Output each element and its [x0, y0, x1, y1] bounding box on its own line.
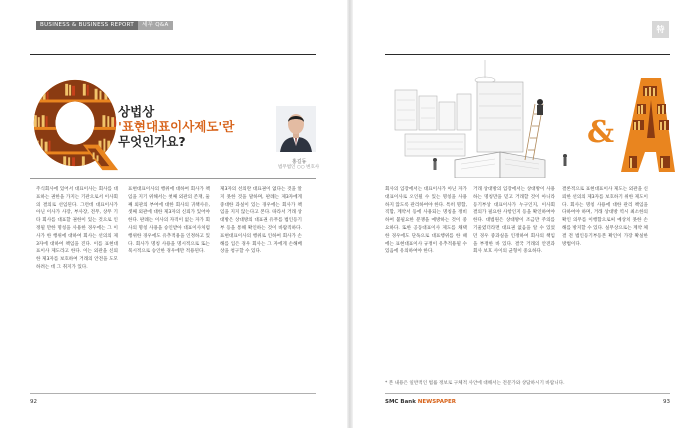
text-column-5 [473, 186, 555, 372]
corner-badge: 特 [652, 21, 669, 38]
title-line-3: 무엇인가요? [118, 134, 186, 149]
article-title [118, 104, 278, 149]
page-number-left: 92 [30, 399, 37, 405]
bottom-rule-left [30, 393, 316, 394]
footer-brand [385, 398, 456, 406]
footer-brand-prefix: SMC Bank [385, 399, 416, 405]
bookstore-illustration [375, 60, 675, 178]
column-3-text: 제3자의 선의란 대표권이 없다는 것을 알지 못한 것을 말하며, 판례는 제3자에게 중대한 과실이 있는 경우에는 회사가 책임을 지지 않는다고 본다. 따라서 거래 상대방은 상대방의 대표권 유무를 법인등기부 등을 통해 확인하는 것이 바람직하다. 표현대표이사의 행위로 인하여 회사가 손해를 입은 경우 회사는 그 자에게 손해배상을 청구할 수 있다. [220, 187, 302, 255]
author-role: 법무법인 ○○ 변호사 [278, 165, 320, 170]
author-photo [276, 106, 316, 152]
running-head [36, 21, 173, 30]
title-line-1: 상법상 [118, 104, 155, 119]
page-spine [347, 0, 353, 428]
section-label: BUSINESS & BUSINESS REPORT [36, 21, 138, 30]
footnote: * 본 내용은 일반적인 법률 정보로 구체적 사안에 대해서는 전문가와 상담하시기 바랍니다. [385, 381, 565, 386]
top-rule-left [30, 54, 316, 55]
mid-rule-left [30, 178, 316, 179]
illustration-svg [375, 60, 675, 178]
text-column-3 [220, 186, 302, 372]
text-column-4 [385, 186, 467, 372]
top-rule-right [385, 54, 670, 55]
column-6-text: 결론적으로 표현대표이사 제도는 외관을 신뢰한 선의의 제3자를 보호하기 위한 제도이다. 회사는 명칭 사용에 대한 관리 책임을 다하여야 하며, 거래 상대방 역시 최소한의 확인 의무를 이행함으로써 예상치 못한 손해를 방지할 수 있다. 실무상으로는 계약 체결 전 법인등기부등본 확인이 가장 확실한 방법이다. [562, 187, 648, 247]
title-line-2: '표현대표이사제도'란 [118, 119, 235, 134]
column-2-text: 표현대표이사의 행위에 대하여 회사가 책임을 지기 위해서는 첫째 외관의 존재, 둘째 외관의 부여에 대한 회사의 귀책사유, 셋째 외관에 대한 제3자의 신뢰가 있어야 한다. 판례는 이사의 자격이 없는 자가 회사의 명칭 사용을 승인받아 대표이사처럼 행위한 경우에도 유추적용을 인정하고 있다. 회사가 명칭 사용을 명시적으로 또는 묵시적으로 승인한 경우에만 적용된다. [128, 187, 210, 255]
footer-brand-accent: NEWSPAPER [417, 399, 456, 405]
text-column-2 [128, 186, 210, 372]
text-column-1 [36, 186, 118, 372]
bottom-rule-right [385, 393, 670, 394]
text-column-6 [562, 186, 648, 356]
column-1-text: 주식회사에 있어서 대표이사는 회사를 대표하는 권한을 가지는 기관으로서 이사회의 결의로 선임된다. 그런데 대표이사가 아닌 이사가 사장, 부사장, 전무, 상무 기타 회사를 대표할 권한이 있는 것으로 인정될 만한 명칭을 사용한 경우에는 그 이사가 한 행위에 대하여 회사는 선의의 제3자에 대하여 책임을 진다. 이를 표현대표이사 제도라고 한다. 이는 외관을 신뢰한 제3자를 보호하여 거래의 안전을 도모하려는 데 그 취지가 있다. [36, 187, 118, 270]
column-5-text: 거래 상대방의 입장에서는 상대방이 사용하는 명칭만을 믿고 거래할 것이 아니라 등기부상 대표이사가 누구인지, 이사회 결의가 필요한 사항인지 등을 확인하여야 한다. 대법원은 상대방이 조금만 주의를 기울였더라면 대표권 없음을 알 수 있었던 경우 중과실을 인정하여 회사의 책임을 부정한 바 있다. 결국 거래의 안전과 회사 보호 사이의 균형이 중요하다. [473, 187, 555, 255]
sub-label: 세무 Q&A [138, 21, 173, 30]
column-4-text: 회사의 입장에서는 대표이사가 아닌 자가 대표이사로 오인될 수 있는 명칭을 사용하지 않도록 관리하여야 한다. 특히 명함, 직함, 계약서 등에 사용되는 명칭을 정비하여 불필요한 분쟁을 예방하는 것이 중요하다. 또한 공동대표이사 제도를 채택한 경우에도 단독으로 대표행위를 한 때에는 표현대표이사 규정이 유추적용될 수 있음에 유의하여야 한다. [385, 187, 467, 255]
author-name: 홍길동 [292, 159, 307, 165]
q-bookshelf-svg [26, 76, 124, 174]
svg-text:&: & [587, 115, 615, 150]
q-bookshelf-illustration [26, 76, 124, 174]
page-number-right: 93 [663, 399, 670, 405]
